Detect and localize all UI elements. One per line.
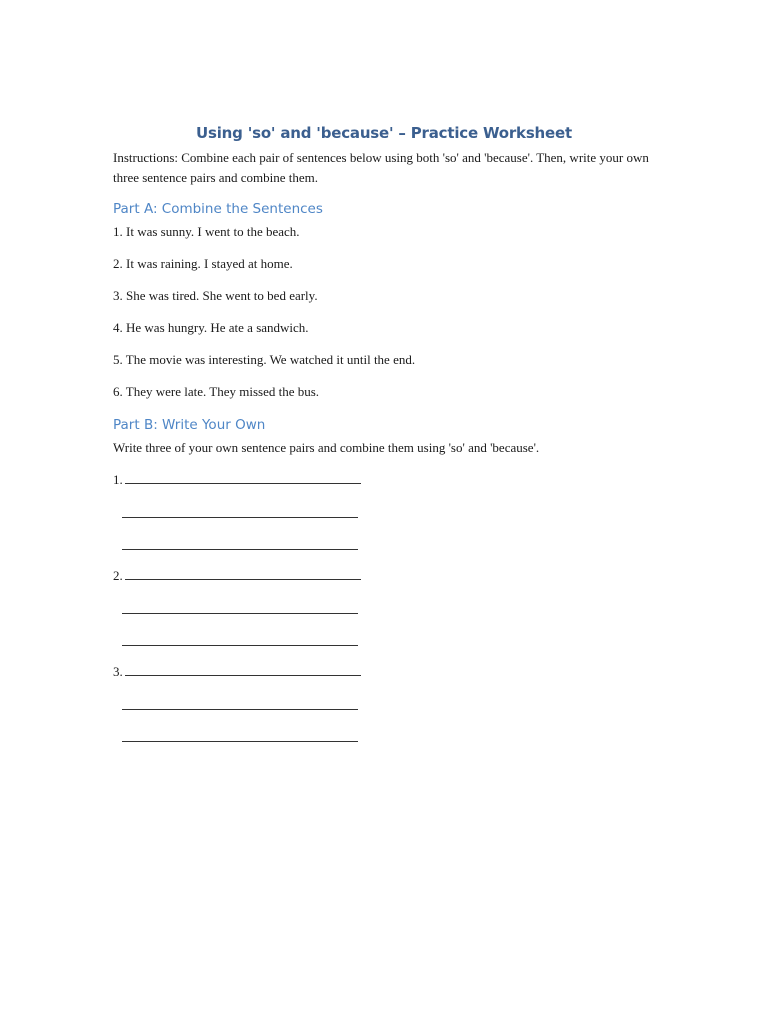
worksheet-title: Using 'so' and 'because' – Practice Worksheet <box>196 124 572 142</box>
answer-line-1[interactable] <box>113 470 361 490</box>
write-line[interactable] <box>122 517 358 518</box>
write-line[interactable] <box>122 741 358 742</box>
answer-number: 1. <box>113 472 123 487</box>
part-a-item: 1. It was sunny. I went to the beach. <box>113 224 300 239</box>
write-line[interactable] <box>122 709 358 710</box>
part-a-item: 4. He was hungry. He ate a sandwich. <box>113 320 309 335</box>
instructions-text: Instructions: Combine each pair of sentences below using both 'so' and 'because'. Then, write your own three sentence pairs and combine them. <box>113 150 649 185</box>
part-a-item: 6. They were late. They missed the bus. <box>113 384 320 399</box>
part-a-item: 3. She was tired. She went to bed early. <box>113 288 318 303</box>
write-line[interactable] <box>122 613 358 614</box>
answer-number: 3. <box>113 664 123 679</box>
write-line[interactable] <box>125 568 361 580</box>
part-a-heading: Part A: Combine the Sentences <box>113 201 323 217</box>
answer-line-3[interactable] <box>113 662 361 682</box>
write-line[interactable] <box>122 549 358 550</box>
write-line[interactable] <box>122 645 358 646</box>
write-line[interactable] <box>125 664 361 676</box>
part-a-item: 5. The movie was interesting. We watched it until the end. <box>113 352 416 367</box>
part-a-item: 2. It was raining. I stayed at home. <box>113 256 293 271</box>
part-b-instructions: Write three of your own sentence pairs and combine them using 'so' and 'because'. <box>113 440 540 455</box>
answer-number: 2. <box>113 568 123 583</box>
write-line[interactable] <box>125 472 361 484</box>
part-b-heading: Part B: Write Your Own <box>113 417 266 433</box>
answer-line-2[interactable] <box>113 566 361 586</box>
